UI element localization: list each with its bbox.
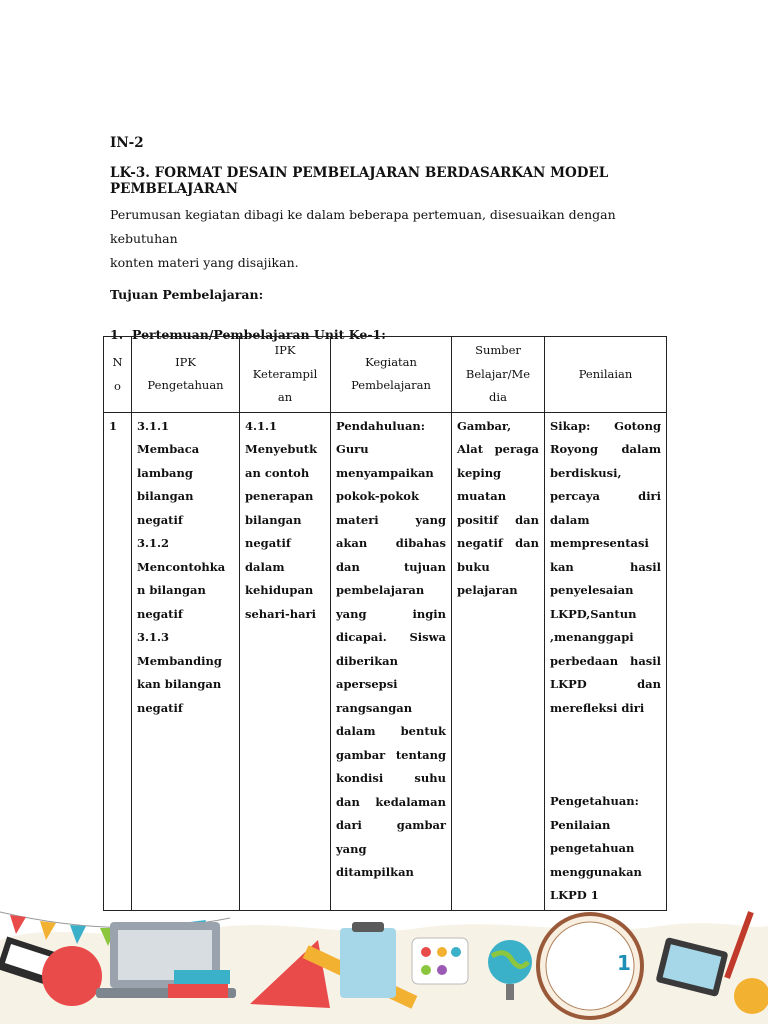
learning-goal-label: Tujuan Pembelajaran: bbox=[110, 287, 264, 302]
ipk-knowledge-line: kan bilangan bbox=[137, 677, 222, 691]
clipboard-icon bbox=[340, 922, 396, 998]
ipk-knowledge-line: negatif bbox=[137, 700, 183, 715]
ipk-knowledge-line: lambang bbox=[137, 465, 193, 480]
ipk-skill-line: dalam bbox=[245, 559, 285, 574]
title-line-2: PEMBELAJARAN bbox=[110, 181, 238, 197]
book-stack-icon bbox=[168, 970, 230, 998]
intro-line-2: konten materi yang disajikan. bbox=[110, 255, 299, 270]
assessment-knowledge: Pengetahuan: Penilaian pengetahuan menggunakan LKPD 1 bbox=[550, 794, 642, 902]
ipk-knowledge-line: 3.1.3 bbox=[137, 630, 170, 644]
meeting-label: Pertemuan/Pembelajaran Unit Ke-1: bbox=[132, 327, 386, 342]
document-title bbox=[110, 165, 670, 197]
ipk-skill-line: 4.1.1 bbox=[245, 418, 278, 433]
header-assessment: Penilaian bbox=[545, 337, 667, 413]
document-code: IN-2 bbox=[110, 135, 144, 151]
assessment-attitude: Sikap: Gotong Royong dalam berdiskusi, percaya diri dalam mempresentasi kan hasil penyelesaian LKPD,Santun ,menanggapi perbedaan hasil LKPD dan merefleksi diri bbox=[550, 418, 661, 715]
header-ipk-skill: IPK Keterampil an bbox=[240, 337, 331, 413]
paint-palette-icon bbox=[412, 938, 468, 984]
ipk-skill-line: negatif bbox=[245, 536, 291, 550]
ipk-skill-line: Menyebutk bbox=[245, 442, 318, 456]
cell-ipk-knowledge bbox=[132, 412, 240, 910]
ipk-knowledge-line: Membanding bbox=[137, 653, 222, 668]
ipk-skill-line: sehari-hari bbox=[245, 606, 317, 621]
cell-no: 1 bbox=[104, 412, 132, 910]
intro-paragraph bbox=[110, 203, 670, 275]
cell-ipk-skill bbox=[240, 412, 331, 910]
footer-illustration bbox=[0, 900, 768, 1024]
design-table bbox=[103, 336, 667, 911]
ipk-knowledge-line: negatif bbox=[137, 512, 183, 527]
ipk-knowledge-line: bilangan bbox=[137, 489, 194, 503]
header-no: N o bbox=[104, 337, 132, 413]
ipk-knowledge-line: n bilangan bbox=[137, 583, 206, 597]
ipk-skill-line: penerapan bbox=[245, 489, 314, 503]
ball-icon bbox=[42, 946, 102, 1006]
cell-assessment bbox=[545, 412, 667, 910]
table-row bbox=[104, 412, 667, 910]
page-number: 1 bbox=[617, 951, 631, 975]
header-ipk-knowledge: IPK Pengetahuan bbox=[132, 337, 240, 413]
title-line-1: LK-3. FORMAT DESAIN PEMBELAJARAN BERDASARKAN MODEL bbox=[110, 165, 609, 181]
cell-source: Gambar, Alat peraga keping muatan positif dan negatif dan buku pelajaran bbox=[452, 412, 545, 910]
ipk-knowledge-line: 3.1.2 bbox=[137, 536, 170, 550]
table-header-row bbox=[104, 337, 667, 413]
meeting-number: 1. bbox=[110, 327, 124, 342]
ipk-knowledge-line: Mencontohka bbox=[137, 559, 226, 574]
ipk-skill-line: bilangan bbox=[245, 512, 302, 527]
intro-line-1: Perumusan kegiatan dibagi ke dalam beberapa pertemuan, disesuaikan dengan kebutuhan bbox=[110, 207, 616, 246]
ipk-knowledge-line: 3.1.1 bbox=[137, 418, 170, 433]
ipk-skill-line: an contoh bbox=[245, 465, 310, 480]
header-activity: Kegiatan Pembelajaran bbox=[331, 337, 452, 413]
assessment-spacer bbox=[550, 720, 661, 790]
ipk-knowledge-line: negatif bbox=[137, 606, 183, 621]
ipk-skill-line: kehidupan bbox=[245, 583, 314, 597]
ipk-knowledge-line: Membaca bbox=[137, 442, 200, 456]
document-body bbox=[110, 135, 670, 358]
cell-activity: Pendahuluan: Guru menyampaikan pokok-pokok materi yang akan dibahas dan tujuan pembelajaran yang ingin dicapai. Siswa diberikan apersepsi rangsangan dalam bentuk gambar tentang kondisi suhu dan kedalaman dari gambar yang ditampilkan bbox=[331, 412, 452, 910]
header-source: Sumber Belajar/Me dia bbox=[452, 337, 545, 413]
